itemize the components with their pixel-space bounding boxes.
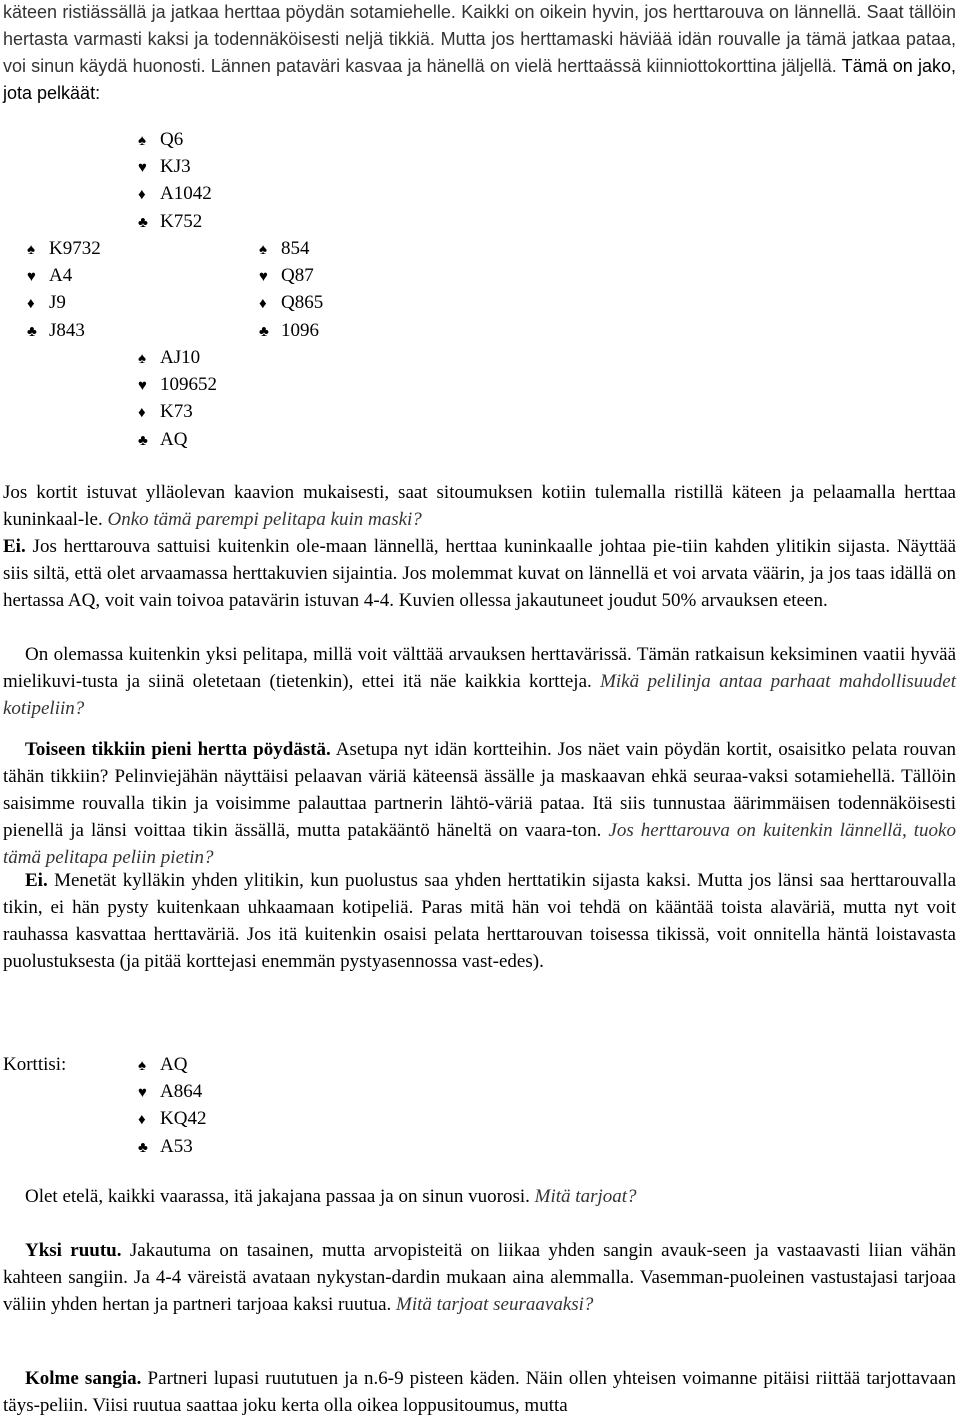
heart-icon: ♥: [138, 378, 147, 395]
south-hand: [138, 344, 217, 453]
club-icon: ♣: [27, 323, 37, 340]
intro-line-2: lännellä. Saat tällöin hertasta varmasti kaksi ja todennäköisesti neljä tikkiä. Mutta jos herttamaski häviää: [3, 2, 956, 49]
intro-tail: Tämä on jako, jota pelkäät:: [3, 56, 957, 103]
club-icon: ♣: [138, 1139, 148, 1156]
diamond-icon: ♦: [138, 405, 146, 422]
question-3: Jos herttarouva on kuitenkin lännellä, tuoko tämä pelitapa peliin pietin?: [3, 820, 956, 868]
question-5: Mitä tarjoat seuraavaksi?: [396, 1294, 594, 1315]
diamond-icon: ♦: [27, 296, 35, 313]
paragraph-5: Ei. Menetät kylläkin yhden ylitikin, kun puolustus saa yhden herttatikin sijasta kaksi. Mutta jos länsi saa herttarouvalla tikin, ei hän pysty kuitenkaan uhkaamaan kotipeliä. Paras mitä hän voi tehdä on kääntää toista alaväriä, mutta nyt voit rauhassa kasvattaa herttaväriä. Jos itä kuitenkin osaisi pelata herttarouvan toisessa tikissä, voit onnitella häntä loistavasta puolustuksesta (ja pitää korttejasi enemmän pystyasennossa vast-edes).: [3, 870, 957, 972]
south-spades: ♠ AJ10: [138, 344, 217, 371]
east-clubs: ♣ 1096: [259, 317, 323, 344]
club-icon: ♣: [138, 432, 148, 449]
spade-icon: ♠: [138, 133, 146, 149]
west-hand: [27, 235, 101, 344]
spade-icon: ♠: [138, 1058, 146, 1074]
your-spades: ♠ AQ: [138, 1051, 206, 1078]
intro-paragraph: [3, 0, 956, 107]
west-hearts: ♥ A4: [27, 262, 101, 289]
paragraph-8: Kolme sangia. Partneri lupasi ruututuen ja n.6-9 pisteen käden. Näin ollen yhteisen voimanne pitäisi riittää tarjottavaan täys-peliin. Viisi ruutua saattaa joku kerta olla oikea loppusitoumus, mutta: [3, 1368, 957, 1416]
spade-icon: ♠: [138, 351, 146, 367]
south-diamonds: ♦ K73: [138, 398, 217, 425]
answer-lead: Yksi ruutu.: [25, 1240, 122, 1261]
your-diamonds: ♦ KQ42: [138, 1105, 206, 1132]
diamond-icon: ♦: [138, 187, 146, 204]
east-spades: ♠ 854: [259, 235, 323, 262]
east-hand: [259, 235, 323, 344]
north-hearts: ♥ KJ3: [138, 153, 212, 180]
answer-lead: Kolme sangia.: [25, 1368, 142, 1389]
heart-icon: ♥: [259, 269, 268, 286]
question-1: Onko tämä parempi pelitapa kuin maski?: [107, 509, 422, 530]
paragraph-6: Olet etelä, kaikki vaarassa, itä jakajana passaa ja on sinun vuorosi. Mitä tarjoat?: [25, 1186, 637, 1207]
korttisi-label: Korttisi:: [3, 1054, 67, 1075]
east-hearts: ♥ Q87: [259, 262, 323, 289]
north-diamonds: ♦ A1042: [138, 180, 212, 207]
east-diamonds: ♦ Q865: [259, 289, 323, 316]
diamond-icon: ♦: [259, 296, 267, 313]
question-4: Mitä tarjoat?: [534, 1186, 637, 1207]
west-clubs: ♣ J843: [27, 317, 101, 344]
diamond-icon: ♦: [138, 1112, 146, 1129]
west-spades: ♠ K9732: [27, 235, 101, 262]
heart-icon: ♥: [27, 269, 36, 286]
heart-icon: ♥: [138, 1085, 147, 1102]
answer-lead: Ei.: [25, 870, 48, 891]
spade-icon: ♠: [259, 242, 267, 258]
club-icon: ♣: [259, 323, 269, 340]
paragraph-4: Toiseen tikkiin pieni hertta pöydästä. Asetupa nyt idän kortteihin. Jos näet vain pöydän kortit, osaisitko pelata rouvan tähän tikkiin? Pelinviejähän näyttäisi pelaavan väriä käteensä ässälle ja maskaavan ehkä seuraa-vaksi sotamiehellä. Tällöin saisimme rouvalla tikin ja voisimme palauttaa partnerin lähtö-väriä pataa. Itä siis tunnustaa äärimmäisen todennäköisesti pienellä ja länsi voittaa tikin ässällä, mutta patakääntö häneltä on vaara-ton. Jos herttarouva on kuitenkin lännellä, tuoko tämä pelitapa peliin pietin?: [3, 739, 957, 868]
heart-icon: ♥: [138, 160, 147, 177]
intro-line-1: käteen ristiässällä ja jatkaa herttaa pöydän sotamiehelle. Kaikki on oikein hyvin, jos herttarouva on: [3, 2, 790, 22]
spade-icon: ♠: [27, 242, 35, 258]
your-hearts: ♥ A864: [138, 1078, 206, 1105]
north-hand: [138, 126, 212, 235]
north-clubs: ♣ K752: [138, 208, 212, 235]
your-hand: [138, 1051, 206, 1160]
intro-line-4: herttaässä kiinniottokorttina jäljellä.: [557, 56, 837, 76]
west-diamonds: ♦ J9: [27, 289, 101, 316]
intro-line-3: idän rouvalle ja tämä jatkaa pataa, voi sinun käydä huonosti. Lännen pataväri kasvaa ja hänellä on vielä: [3, 29, 956, 76]
south-hearts: ♥ 109652: [138, 371, 217, 398]
north-spades: ♠ Q6: [138, 126, 212, 153]
paragraph-2: Ei. Jos herttarouva sattuisi kuitenkin ole-maan lännellä, herttaa kuninkaalle johtaa pie-tiin kahden ylitikin sijasta. Näyttää siis siltä, että olet arvaamassa herttakuvien sijaintia. Jos molemmat kuvat on lännellä et voi arvata väärin, ja jos taas idällä on hertassa AQ, voit vain toivoa patavärin istuvan 4-4. Kuvien ollessa jakautuneet joudut 50% arvauksen eteen.: [3, 536, 957, 611]
paragraph-3: On olemassa kuitenkin yksi pelitapa, millä voit välttää arvauksen herttavärissä. Tämän ratkaisun keksiminen vaatii hyvää mielikuvi-tusta ja siinä oletetaan (tietenkin), ettei itä näe kaikkia kortteja. Mikä pelilinja antaa parhaat mahdollisuudet kotipeliin?: [3, 644, 957, 719]
your-clubs: ♣ A53: [138, 1133, 206, 1160]
answer-lead: Toiseen tikkiin pieni hertta pöydästä.: [25, 739, 331, 760]
paragraph-7: Yksi ruutu. Jakautuma on tasainen, mutta arvopisteitä on liikaa yhden sangin avauk-seen ja vastaavasti liian vähän kahteen sangiin. Ja 4-4 väreistä avataan nykystan-dardin mukaan aina alemmalla. Vasemman-puoleinen vastustajasi tarjoaa väliin yhden hertan ja partneri tarjoaa kaksi ruutua. Mitä tarjoat seuraavaksi?: [3, 1240, 957, 1315]
paragraph-1: Jos kortit istuvat ylläolevan kaavion mukaisesti, saat sitoumuksen kotiin tulemalla ristillä käteen ja pelaamalla herttaa kuninkaal-le. Onko tämä parempi pelitapa kuin maski?: [3, 482, 956, 530]
question-2: Mikä pelilinja antaa parhaat mahdollisuudet kotipeliin?: [3, 671, 957, 719]
club-icon: ♣: [138, 214, 148, 231]
answer-lead: Ei.: [3, 536, 26, 557]
south-clubs: ♣ AQ: [138, 426, 217, 453]
